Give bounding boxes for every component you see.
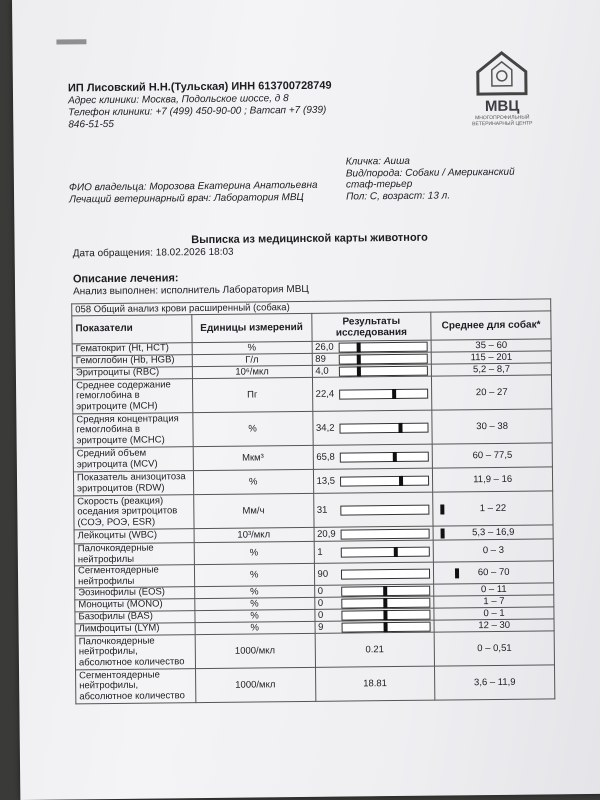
result-marker (356, 342, 360, 352)
pet-name: Кличка: Аиша (345, 155, 410, 168)
param-name: Показатель анизоцитоза эритроцитов (RDW) (73, 471, 193, 496)
param-unit: Мм/ч (193, 493, 313, 528)
result-bar (341, 597, 431, 608)
header-results: Результаты исследования (311, 312, 431, 341)
result-bar (341, 585, 431, 596)
result-marker (357, 354, 361, 364)
document-title: Выписка из медицинской карты животного (191, 231, 428, 247)
result-value: 9 (318, 621, 324, 633)
param-name: Скорость (реакция) оседания эритроцитов (СОЭ, РОЭ, ESR) (74, 495, 194, 530)
param-result (312, 410, 432, 445)
param-norm: 3,6 – 11,9 (435, 665, 555, 700)
param-norm: 35 – 60 (431, 339, 551, 352)
param-unit: 10⁶/мкл (192, 365, 312, 378)
table-row (74, 491, 553, 530)
clinic-header (68, 80, 332, 132)
result-bar (341, 568, 431, 579)
result-value: 34,2 (315, 422, 335, 434)
param-norm: 0 – 1 (434, 607, 554, 620)
table-row (72, 375, 551, 414)
param-name: Моноциты (MONO) (75, 599, 195, 612)
header-param: Показатели (72, 315, 192, 344)
param-name: Базофилы (BAS) (75, 611, 195, 624)
param-name: Сегментоядерные нейтрофилы, абсолютное количество (76, 669, 196, 704)
param-norm: 5,3 – 16,9 (433, 525, 553, 540)
result-marker (383, 622, 387, 632)
result-value: 90 (317, 568, 329, 580)
result-bar (338, 341, 428, 352)
result-bar (340, 451, 430, 462)
result-value: 0.21 (315, 632, 435, 667)
result-bar (341, 546, 431, 557)
param-norm: 12 – 30 (434, 619, 554, 632)
visit-date: Дата обращения: 18.02.2026 18:03 (72, 246, 234, 260)
pet-species: Вид/порода: Собаки / Американский (345, 166, 515, 180)
param-unit: Г/л (192, 353, 312, 366)
doctor-name: Лечащий ветеринарный врач: Лаборатория МВЦ (69, 191, 304, 206)
result-bar (340, 504, 430, 515)
result-marker (383, 598, 387, 608)
result-bar (339, 388, 429, 399)
param-unit: 1000/мкл (195, 667, 315, 702)
result-bar (339, 422, 429, 433)
table-row (75, 631, 554, 670)
param-unit: 10³/мкл (194, 527, 314, 542)
clinic-phone-cont: 846-51-55 (68, 118, 114, 131)
result-marker (393, 451, 397, 461)
result-bar (340, 528, 430, 539)
table-row (73, 409, 552, 448)
result-value: 31 (316, 504, 328, 516)
param-name: Гематокрит (Ht, HCT) (72, 343, 192, 356)
owner-info (69, 180, 318, 207)
logo-subtitle: МНОГОПРОФИЛЬНЫЙ ВЕТЕРИНАРНЫЙ ЦЕНТР (472, 114, 533, 128)
result-marker (398, 422, 402, 432)
param-unit: % (195, 609, 315, 622)
param-name: Лейкоциты (WBC) (74, 529, 194, 544)
result-marker (383, 610, 387, 620)
header-units: Единицы измерений (192, 313, 312, 342)
param-norm: 30 – 38 (432, 409, 552, 444)
result-marker (399, 475, 403, 485)
staple-mark (56, 39, 86, 44)
param-norm: 1 – 22 (433, 491, 553, 526)
table-caption: 058 Общий анализ крови расширенный (собака) (72, 299, 551, 316)
document-page (12, 0, 600, 800)
result-value: 0 (317, 585, 324, 597)
param-result (314, 540, 434, 563)
result-value: 65,8 (316, 451, 335, 463)
param-unit: % (194, 585, 314, 598)
param-result (313, 444, 433, 469)
result-marker (440, 528, 444, 538)
result-value: 1 (317, 546, 323, 558)
result-marker (392, 389, 396, 399)
param-unit: % (192, 341, 312, 354)
param-unit: Мкм³ (193, 445, 313, 470)
param-result (312, 376, 432, 411)
param-name: Среднее содержание гемоглобина в эритроците (MCH) (72, 379, 192, 414)
result-bar (339, 353, 429, 364)
param-name: Лимфоциты (LYM) (75, 623, 195, 636)
clinic-name: ИП Лисовский Н.Н.(Тульская) ИНН 613700728749 (67, 79, 332, 95)
result-value: 20,9 (317, 528, 336, 540)
param-name: Палочкоядерные нейтрофилы, абсолютное количество (75, 635, 195, 670)
pet-breed: стаф-терьер (345, 178, 413, 191)
result-bar (341, 609, 431, 620)
param-norm: 0 – 0,51 (434, 631, 554, 666)
result-bar (340, 475, 430, 486)
clinic-phone: Телефон клиники: +7 (499) 450-90-00 ; Ватсап +7 (939) (68, 104, 327, 119)
blood-test-table (71, 298, 555, 704)
param-unit: % (194, 541, 314, 564)
house-shield-icon (474, 50, 530, 99)
clinic-logo (463, 49, 542, 127)
description-text: Анализ выполнен: исполнитель Лаборатория МВЦ (73, 283, 309, 298)
param-unit: % (195, 621, 315, 634)
result-marker (440, 504, 444, 514)
header-norm: Среднее для собак* (431, 311, 551, 340)
result-bar (341, 621, 431, 632)
param-unit: % (195, 597, 315, 610)
param-name: Эозинофилы (EOS) (75, 587, 195, 600)
param-norm: 11,9 – 16 (433, 467, 553, 492)
param-norm: 60 – 70 (434, 561, 554, 584)
result-value: 13,5 (316, 475, 336, 487)
pet-sex-age: Пол: С, возраст: 13 л. (346, 189, 451, 203)
result-value: 26,0 (315, 341, 334, 353)
result-value: 0 (317, 597, 324, 609)
param-result (313, 468, 433, 493)
logo-title: МВЦ (484, 97, 520, 116)
param-norm: 1 – 7 (434, 595, 554, 608)
param-unit: % (193, 469, 313, 494)
result-marker (394, 546, 398, 556)
param-name: Эритроциты (RBC) (72, 367, 192, 380)
result-bar (339, 365, 429, 376)
param-norm: 115 – 201 (431, 351, 551, 364)
param-norm: 60 – 77,5 (432, 443, 552, 468)
param-unit: Пг (192, 377, 312, 412)
result-marker (383, 586, 387, 596)
param-norm: 0 – 3 (433, 539, 553, 562)
param-name: Средний объем эритроцита (MCV) (73, 447, 193, 472)
param-result (314, 526, 434, 541)
result-value: 18.81 (315, 666, 435, 701)
param-name: Средняя концентрация гемоглобина в эритроците (MCHC) (73, 413, 193, 448)
param-name: Сегментоядерные нейтрофилы (74, 565, 194, 588)
result-marker (455, 568, 459, 578)
param-result (313, 492, 433, 527)
param-result (314, 562, 434, 585)
pet-info (346, 154, 546, 202)
result-value: 89 (315, 353, 326, 365)
param-norm: 0 – 11 (434, 583, 554, 596)
table-row (76, 665, 555, 704)
param-unit: % (194, 563, 314, 586)
clinic-address: Адрес клиники: Москва, Подольское шоссе, д 8 (68, 93, 289, 107)
param-name: Палочкоядерные нейтрофилы (74, 543, 194, 566)
result-value: 0 (317, 609, 324, 621)
param-name: Гемоглобин (Hb, HGB) (72, 355, 192, 368)
param-norm: 20 – 27 (432, 375, 552, 410)
result-value: 22,4 (315, 388, 335, 400)
owner-name: ФИО владельца: Морозова Екатерина Анатольевна (68, 179, 318, 194)
treatment-description (73, 271, 309, 298)
param-unit: % (193, 411, 313, 446)
result-value: 4,0 (315, 365, 329, 377)
param-unit: 1000/мкл (195, 633, 315, 668)
description-heading: Описание лечения: (72, 272, 179, 286)
result-marker (357, 366, 361, 376)
param-norm: 5,2 – 8,7 (432, 363, 552, 376)
